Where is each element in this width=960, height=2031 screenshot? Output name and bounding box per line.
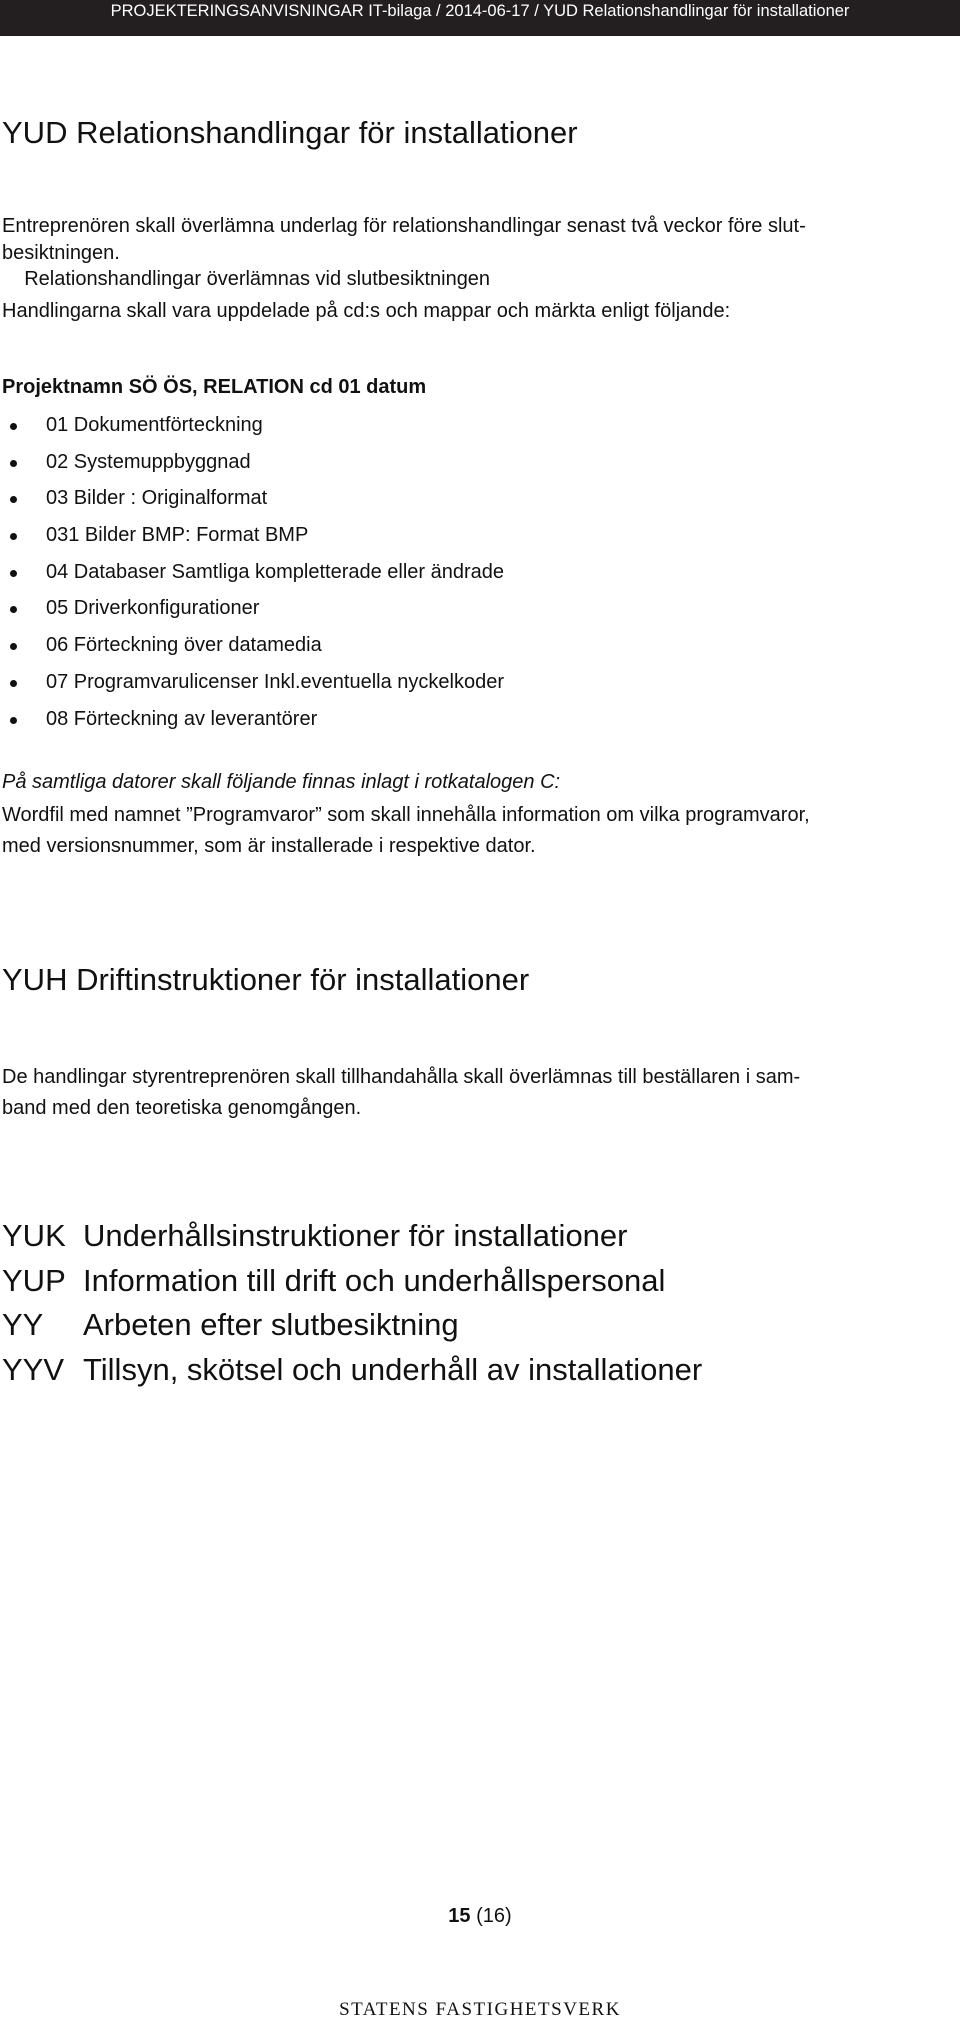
- list-item: [0, 559, 504, 596]
- paragraph-line: band med den teoretiska genomgången.: [2, 1097, 362, 1119]
- folder-label: 07 Programvarulicenser Inkl.eventuella nyckelkoder: [46, 670, 505, 693]
- list-item: [0, 522, 504, 559]
- section-heading-title: Tillsyn, skötsel och underhåll av installationer: [83, 1351, 703, 1387]
- folder-label: 02 Systemuppbyggnad: [46, 450, 251, 473]
- folder-label: 04 Databaser Samtliga kompletterade eller ändrade: [46, 560, 505, 583]
- section-title-yud: YUD Relationshandlingar för installationer: [2, 115, 578, 150]
- intro-line: Handlingarna skall vara uppdelade på cd:s och mappar och märkta enligt följande:: [2, 300, 731, 322]
- bullet-icon: [10, 680, 17, 687]
- list-item: [0, 632, 504, 669]
- section-heading: [2, 1214, 702, 1259]
- list-item: [0, 449, 504, 486]
- section-code: YYV: [2, 1351, 65, 1387]
- bullet-icon: [10, 570, 17, 577]
- section-code: YUP: [2, 1262, 66, 1298]
- cd-label: Projektnamn SÖ ÖS, RELATION cd 01 datum: [2, 376, 427, 398]
- list-item: [0, 412, 504, 449]
- root-directory-note: På samtliga datorer skall följande finnas inlagt i rotkatalogen C:: [2, 771, 561, 793]
- section-code: YUK: [2, 1218, 66, 1253]
- paragraph-line: med versionsnummer, som är installerade i respektive dator.: [2, 835, 536, 857]
- bullet-icon: [10, 606, 17, 613]
- bullet-icon: [10, 717, 17, 724]
- folder-label: 05 Driverkonfigurationer: [46, 597, 260, 620]
- page-total: (16): [476, 1905, 512, 1927]
- section-code: YY: [2, 1307, 44, 1342]
- folder-list: [0, 412, 504, 742]
- intro-line: besiktningen.: [2, 242, 120, 264]
- list-item: [0, 669, 504, 706]
- paragraph-line: Wordfil med namnet ”Programvaror” som skall innehålla information om vilka programvaror,: [2, 804, 810, 826]
- section-heading-title: Underhållsinstruktioner för installationer: [83, 1218, 628, 1253]
- organization-logo: STATENS FASTIGHETSVERK: [339, 1999, 621, 2020]
- running-header: [0, 0, 960, 36]
- section-heading: [2, 1348, 702, 1393]
- section-title-yuh: YUH Driftinstruktioner för installationer: [2, 962, 530, 997]
- intro-line: Relationshandlingar överlämnas vid slutbesiktningen: [2, 268, 491, 290]
- bullet-icon: [10, 533, 17, 540]
- yuh-body: [2, 1062, 952, 1124]
- page-current: 15: [448, 1905, 471, 1927]
- bullet-icon: [10, 460, 17, 467]
- section-heading-title: Information till drift och underhållspersonal: [83, 1262, 666, 1298]
- folder-label: 03 Bilder : Originalformat: [46, 487, 268, 510]
- word-file-paragraph: [2, 800, 952, 862]
- bullet-icon: [10, 496, 17, 503]
- bullet-icon: [10, 643, 17, 650]
- intro-line: Entreprenören skall överlämna underlag för relationshandlingar senast två veckor före slut-: [2, 215, 806, 237]
- section-heading: [2, 1259, 702, 1304]
- section-heading-list: [2, 1214, 702, 1392]
- folder-label: 031 Bilder BMP: Format BMP: [46, 524, 309, 547]
- section-heading-title: Arbeten efter slutbesiktning: [83, 1307, 459, 1342]
- yud-intro: [2, 211, 952, 328]
- folder-label: 06 Förteckning över datamedia: [46, 634, 322, 657]
- folder-label: 01 Dokumentförteckning: [46, 414, 263, 436]
- list-item: [0, 485, 504, 522]
- section-heading: [2, 1303, 702, 1348]
- paragraph-line: De handlingar styrentreprenören skall tillhandahålla skall överlämnas till beställaren i sam-: [2, 1066, 801, 1088]
- bullet-icon: [10, 423, 17, 430]
- list-item: [0, 595, 504, 632]
- running-header-text: PROJEKTERINGSANVISNINGAR IT-bilaga / 2014-06-17 / YUD Relationshandlingar för installationer: [110, 2, 850, 20]
- list-item: [0, 706, 504, 743]
- page-number: [0, 1902, 960, 1930]
- folder-label: 08 Förteckning av leverantörer: [46, 707, 318, 730]
